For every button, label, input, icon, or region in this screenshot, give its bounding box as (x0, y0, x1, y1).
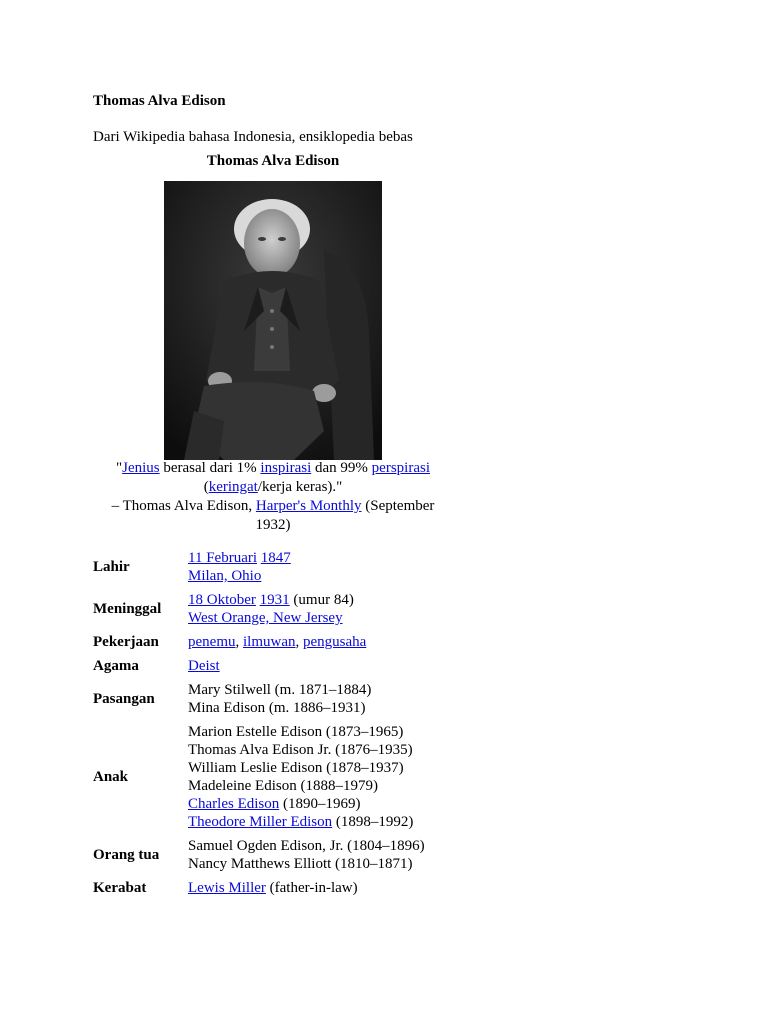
row-label: Pekerjaan (93, 633, 159, 650)
child-entry: William Leslie Edison (1878–1937) (188, 760, 404, 776)
link-perspirasi[interactable]: perspirasi (371, 460, 430, 476)
row-label: Meninggal (93, 600, 162, 617)
link-death-place[interactable]: West Orange, New Jersey (188, 610, 343, 626)
row-label: Orang tua (93, 846, 160, 863)
page-subtitle: Dari Wikipedia bahasa Indonesia, ensiklopedia bebas (93, 129, 413, 145)
infobox-row-pasangan (93, 678, 463, 720)
link-occupation[interactable]: penemu (188, 634, 236, 650)
page-title: Thomas Alva Edison (93, 93, 226, 109)
link-theodore-miller-edison[interactable]: Theodore Miller Edison (188, 814, 333, 830)
infobox-row-kerabat (93, 876, 463, 900)
quote-caption (93, 459, 453, 535)
child-entry: Madeleine Edison (1888–1979) (188, 778, 378, 794)
infobox-row-anak (93, 720, 463, 834)
row-label: Lahir (93, 558, 130, 575)
row-label: Kerabat (93, 879, 147, 896)
spouse-entry: Mina Edison (m. 1886–1931) (188, 700, 366, 716)
infobox-title: Thomas Alva Edison (206, 153, 340, 169)
quote-text: ( (203, 479, 209, 495)
separator: , (235, 634, 243, 650)
infobox-row-orang-tua (93, 834, 463, 876)
row-value (188, 546, 463, 588)
row-value (188, 630, 463, 654)
row-value (188, 876, 463, 900)
link-lewis-miller[interactable]: Lewis Miller (188, 880, 266, 896)
link-religion[interactable]: Deist (188, 658, 220, 674)
quote-open-mark: " (116, 460, 123, 476)
link-birth-year[interactable]: 1847 (260, 550, 291, 566)
infobox-table (93, 546, 463, 900)
link-harpers-monthly[interactable]: Harper's Monthly (255, 498, 362, 514)
link-occupation[interactable]: pengusaha (302, 634, 367, 650)
row-label: Pasangan (93, 690, 155, 707)
link-occupation[interactable]: ilmuwan (242, 634, 296, 650)
row-value (188, 654, 463, 678)
infobox-row-pekerjaan (93, 630, 463, 654)
quote-text: berasal dari 1% (159, 460, 261, 476)
link-birth-place[interactable]: Milan, Ohio (188, 568, 262, 584)
parent-entry: Nancy Matthews Elliott (1810–1871) (188, 856, 413, 872)
spouse-entry: Mary Stilwell (m. 1871–1884) (188, 682, 372, 698)
link-keringat[interactable]: keringat (208, 479, 258, 495)
link-death-date[interactable]: 18 Oktober (188, 592, 256, 608)
quote-attribution-date: (September 1932) (255, 498, 435, 533)
link-death-year[interactable]: 1931 (259, 592, 290, 608)
quote-attribution: – Thomas Alva Edison, (111, 498, 256, 514)
quote-text: dan 99% (311, 460, 372, 476)
link-jenius[interactable]: Jenius (122, 460, 160, 476)
relative-note: (father-in-law) (265, 880, 358, 896)
row-value (188, 720, 463, 834)
parent-entry: Samuel Ogden Edison, Jr. (1804–1896) (188, 838, 425, 854)
death-age: (umur 84) (289, 592, 354, 608)
row-label: Anak (93, 768, 129, 785)
child-entry: Thomas Alva Edison Jr. (1876–1935) (188, 742, 413, 758)
child-years: (1898–1992) (332, 814, 414, 830)
infobox-row-agama (93, 654, 463, 678)
row-value (188, 588, 463, 630)
separator: , (295, 634, 303, 650)
child-entry: Marion Estelle Edison (1873–1965) (188, 724, 404, 740)
quote-text: /kerja keras)." (257, 479, 343, 495)
infobox-row-meninggal (93, 588, 463, 630)
row-label: Agama (93, 657, 139, 674)
link-charles-edison[interactable]: Charles Edison (188, 796, 280, 812)
infobox-row-lahir (93, 546, 463, 588)
link-inspirasi[interactable]: inspirasi (260, 460, 312, 476)
child-years: (1890–1969) (279, 796, 361, 812)
row-value (188, 678, 463, 720)
portrait-photo (164, 181, 382, 460)
link-birth-date[interactable]: 11 Februari (188, 550, 258, 566)
row-value (188, 834, 463, 876)
